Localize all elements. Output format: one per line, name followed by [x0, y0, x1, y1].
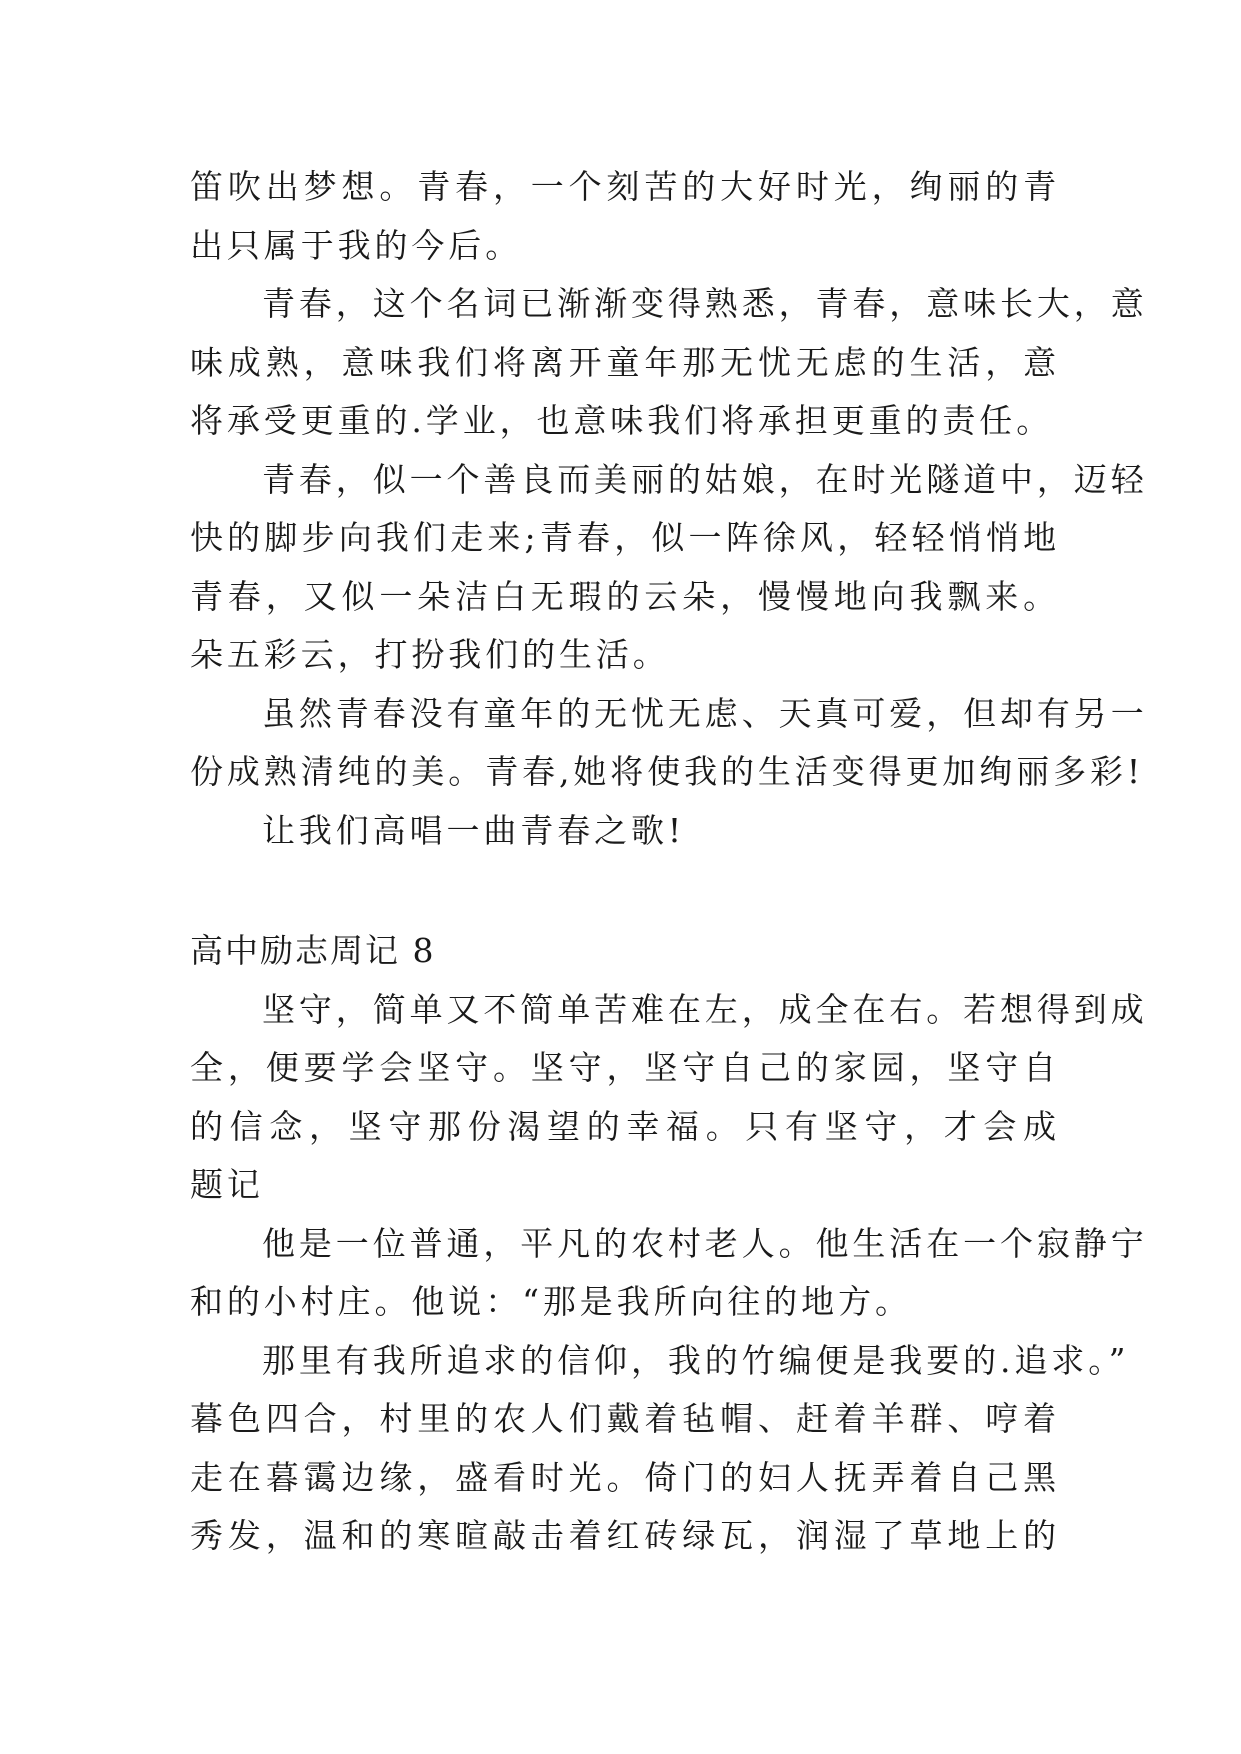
paragraph-line: 全，便要学会坚守。坚守，坚守自己的家园，坚守自 — [190, 1048, 1060, 1087]
section-heading: 高中励志周记 8 — [190, 931, 436, 970]
paragraph-line: 那里有我所追求的信仰，我的竹编便是我要的.追求。” — [262, 1340, 1130, 1380]
paragraph-line: 份成熟清纯的美。青春,她将使我的生活变得更加绚丽多彩! — [190, 752, 1145, 791]
paragraph-line: 虽然青春没有童年的无忧无虑、天真可爱，但却有另一 — [262, 693, 1148, 733]
paragraph-line: 青春，又似一朵洁白无瑕的云朵，慢慢地向我飘来。 — [190, 576, 1060, 616]
document-body — [190, 158, 1148, 1566]
paragraph-line: 坚守，简单又不简单苦难在左，成全在右。若想得到成 — [262, 989, 1148, 1029]
paragraph-line: 快的脚步向我们走来;青春，似一阵徐风，轻轻悄悄地 — [190, 518, 1060, 557]
paragraph-line: 走在暮霭边缘，盛看时光。倚门的妇人抚弄着自己黑 — [190, 1457, 1060, 1497]
paragraph-line: 味成熟，意味我们将离开童年那无忧无虑的生活，意 — [190, 342, 1060, 382]
paragraph-line: 朵五彩云，打扮我们的生活。 — [190, 635, 670, 674]
paragraph-line: 将承受更重的.学业，也意味我们将承担更重的责任。 — [190, 401, 1054, 440]
paragraph-line: 青春，似一个善良而美丽的姑娘，在时光隧道中，迈轻 — [262, 459, 1148, 499]
paragraph-line: 青春，这个名词已渐渐变得熟悉，青春，意味长大，意 — [262, 284, 1148, 323]
section-gap — [190, 860, 1060, 922]
paragraph-line: 他是一位普通，平凡的农村老人。他生活在一个寂静宁 — [262, 1223, 1148, 1263]
paragraph-line: 题记 — [190, 1165, 264, 1204]
paragraph-line: 和的小村庄。他说：“那是我所向往的地方。 — [190, 1282, 912, 1321]
paragraph-line: 出只属于我的今后。 — [190, 225, 523, 265]
paragraph-line: 暮色四合，村里的农人们戴着毡帽、赶着羊群、哼着 — [190, 1399, 1060, 1438]
paragraph-line: 让我们高唱一曲青春之歌! — [262, 810, 686, 850]
paragraph-line: 笛吹出梦想。青春，一个刻苦的大好时光，绚丽的青 — [190, 167, 1060, 206]
paragraph-line: 的信念，坚守那份渴望的幸福。只有坚守，才会成 — [190, 1106, 1060, 1146]
paragraph-line: 秀发，温和的寒暄敲击着红砖绿瓦，润湿了草地上的 — [190, 1516, 1060, 1555]
